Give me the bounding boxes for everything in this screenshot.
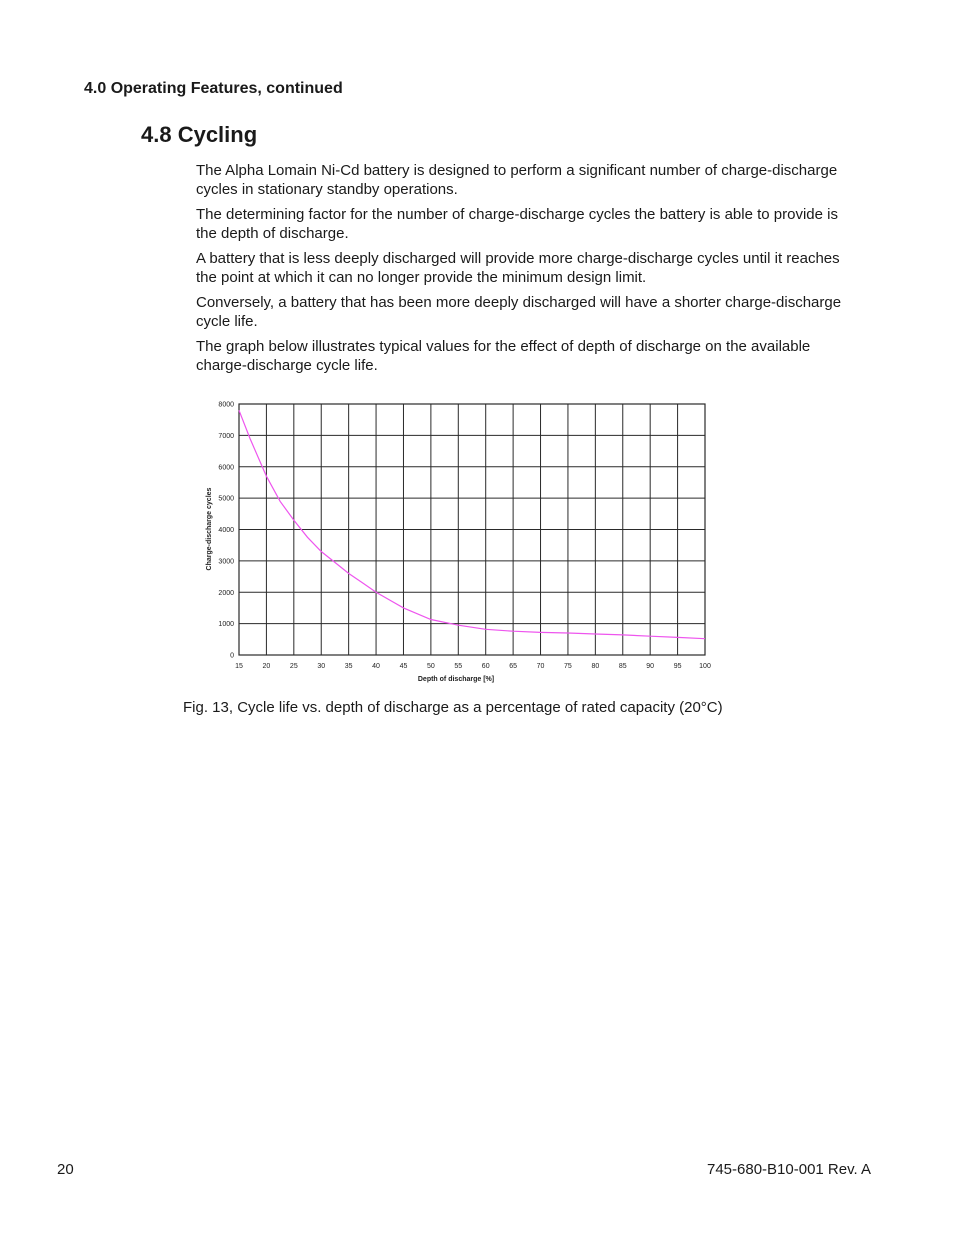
x-tick-label: 100 (699, 663, 711, 670)
chart-ticks (218, 402, 711, 671)
x-tick-label: 50 (426, 663, 435, 670)
page-number: 20 (57, 1161, 74, 1178)
x-tick-label: 95 (673, 663, 682, 670)
y-tick-label: 2000 (218, 589, 234, 597)
paragraph: The Alpha Lomain Ni-Cd battery is designed to perform a significant number of charge-discharge cycles in stationary standby operations. (196, 162, 838, 198)
x-tick-label: 75 (564, 663, 572, 670)
x-tick-label: 55 (454, 663, 463, 670)
x-tick-label: 90 (646, 663, 655, 670)
x-tick-label: 25 (289, 663, 298, 670)
x-axis-label: Depth of discharge [%] (417, 676, 495, 683)
x-tick-label: 60 (481, 663, 490, 670)
y-tick-label: 8000 (218, 401, 234, 409)
y-tick-label: 0 (230, 652, 234, 660)
x-tick-label: 85 (618, 663, 627, 670)
paragraph: The graph below illustrates typical values for the effect of depth of discharge on the available charge-discharge cycle life. (196, 338, 811, 374)
chart-series (239, 410, 705, 638)
document-number: 745-680-B10-001 Rev. A (707, 1161, 871, 1178)
figure-caption: Fig. 13, Cycle life vs. depth of discharge as a percentage of rated capacity (20°C) (183, 699, 723, 716)
x-tick-label: 70 (536, 663, 545, 670)
x-tick-label: 35 (344, 663, 353, 670)
x-tick-label: 80 (591, 663, 600, 670)
x-tick-label: 40 (372, 663, 380, 670)
chart-grid (239, 404, 705, 655)
paragraph: Conversely, a battery that has been more deeply discharged will have a shorter charge-discharge cycle life. (196, 294, 842, 330)
page-title: 4.8 Cycling (141, 122, 258, 147)
y-tick-label: 7000 (218, 432, 234, 440)
x-tick-label: 20 (262, 663, 271, 670)
y-tick-label: 1000 (218, 621, 234, 629)
series-line (239, 410, 705, 638)
y-tick-label: 3000 (218, 558, 234, 566)
x-tick-label: 65 (509, 663, 518, 670)
x-tick-label: 15 (235, 663, 243, 670)
chart-svg (200, 395, 715, 690)
y-tick-label: 4000 (218, 527, 234, 534)
paragraph: A battery that is less deeply discharged will provide more charge-discharge cycles until it reaches the point at which it can no longer provide the minimum design limit. (196, 250, 840, 286)
y-tick-label: 5000 (218, 495, 234, 503)
body-text (196, 161, 856, 381)
cycle-life-chart (200, 395, 715, 690)
x-tick-label: 30 (317, 663, 326, 670)
paragraph: The determining factor for the number of charge-discharge cycles the battery is able to provide is the depth of discharge. (196, 206, 838, 242)
y-axis-label: Charge-discharge cycles (206, 487, 213, 571)
section-header: 4.0 Operating Features, continued (84, 80, 343, 97)
x-tick-label: 45 (399, 663, 408, 670)
y-tick-label: 6000 (218, 464, 234, 472)
